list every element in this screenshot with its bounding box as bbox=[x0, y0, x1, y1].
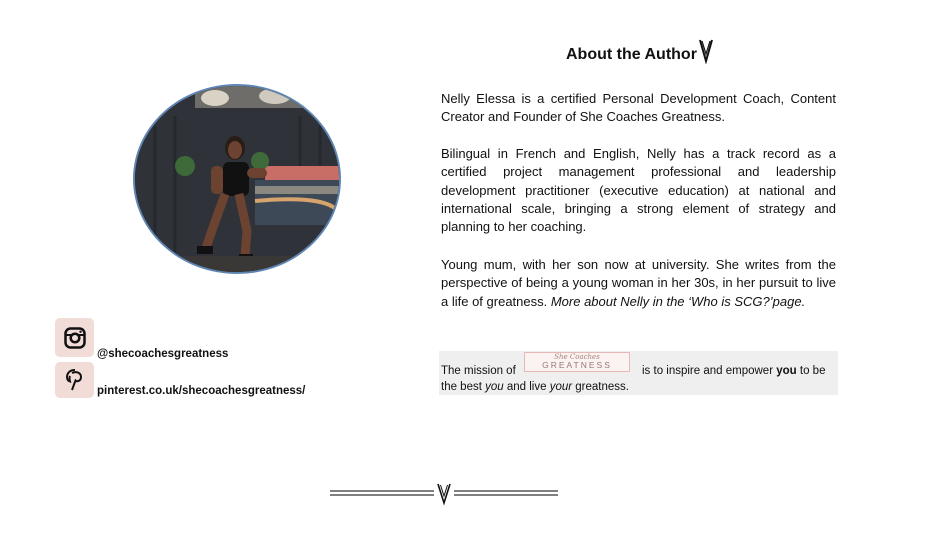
mission-line2-c: greatness. bbox=[572, 381, 629, 393]
mission-line-1 bbox=[441, 365, 525, 377]
mission-statement-part-1 bbox=[642, 365, 825, 377]
mission-box bbox=[439, 351, 838, 395]
mission-mid-text: is to inspire and empower bbox=[642, 365, 777, 377]
bio-paragraph-1: Nelly Elessa is a certified Personal Development Coach, Content Creator and Founder of She Coaches Greatness. bbox=[441, 91, 836, 125]
mission-to-be: to be bbox=[796, 365, 826, 377]
mission-your-italic: your bbox=[549, 381, 573, 393]
instagram-handle[interactable]: @shecoachesgreatness bbox=[97, 348, 229, 360]
who-is-scg-reference: More about Nelly in the ‘Who is SCG?’page. bbox=[550, 293, 806, 309]
mission-prefix: The mission of bbox=[441, 365, 516, 377]
bio-paragraph-2: Bilingual in French and English, Nelly has a track record as a certified project management professional and leadership development practitioner (executive education) at national and international scale, bringing a strong element of strategy and planning to her coaching. bbox=[441, 146, 836, 235]
page-title: About the Author bbox=[566, 46, 697, 63]
bio-paragraph-3 bbox=[441, 256, 836, 311]
mission-line2-a: the best bbox=[441, 381, 486, 393]
logo-script-text: She Coaches bbox=[554, 353, 600, 361]
author-photo bbox=[133, 84, 341, 274]
pinterest-icon[interactable] bbox=[55, 362, 94, 398]
she-coaches-greatness-logo bbox=[524, 352, 630, 372]
instagram-icon[interactable] bbox=[55, 318, 94, 357]
mission-line-2 bbox=[441, 381, 629, 393]
bio-paragraph-3-text: Young mum, with her son now at university. She writes from the perspective of being a young woman in her 30s, in her pursuit to live a life of greatness. bbox=[441, 257, 836, 309]
mission-you-italic: you bbox=[485, 381, 504, 393]
page-divider-heart-icon bbox=[330, 482, 558, 506]
mission-you-bold: you bbox=[776, 365, 797, 377]
mission-line2-b: and live bbox=[503, 381, 550, 393]
heart-icon bbox=[698, 38, 714, 64]
pinterest-url[interactable]: pinterest.co.uk/shecoachesgreatness/ bbox=[97, 385, 306, 397]
logo-main-text: GREATNESS bbox=[542, 360, 612, 370]
